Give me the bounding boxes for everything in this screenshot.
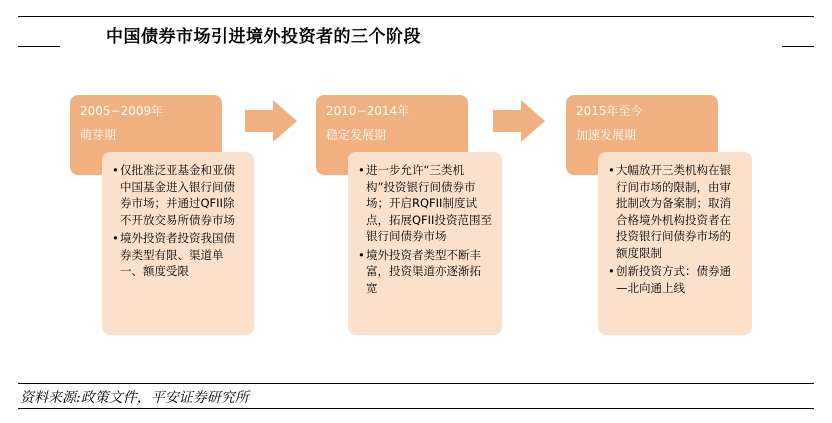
source-rule-bottom — [18, 408, 814, 409]
stage-1-bullet-2-text: 境外投资者投资我国债券类型有限、渠道单一、额度受限 — [120, 231, 235, 278]
stage-3-bullet-2 — [608, 263, 742, 296]
stage-3-period: 2015年至今 — [576, 104, 643, 118]
stage-2-name: 稳定发展期 — [326, 128, 387, 142]
title-rule-left — [18, 46, 60, 47]
stage-3-body — [598, 152, 752, 335]
stage-1-bullet-1-text: 仅批准泛亚基金和亚债中国基金进入银行间债券市场；并通过QFII除不开放交易所债券市场 — [120, 163, 235, 227]
stage-2-bullet-2-text: 境外投资者类型不断丰富，投资渠道亦逐渐拓宽 — [366, 247, 481, 295]
bullet-dot-icon: • — [112, 231, 119, 245]
stage-3-bullet-1-text: 大幅放开三类机构在银行间市场的限制，由审批制改为备案制；取消合格境外机构投资者在投资银行间债券市场的额度限制 — [616, 163, 731, 260]
stage-2-bullet-1-text: 进一步允许“三类机构”投资银行间债券市场；开启RQFII制度试点，拓展QFII投资范围至银行间债券市场 — [366, 163, 492, 243]
source-rule-top — [18, 383, 814, 384]
stage-1-body — [102, 152, 254, 335]
bullet-dot-icon: • — [358, 163, 365, 177]
stage-2-period: 2010−2014年 — [326, 104, 410, 118]
stage-1-bullet-2 — [112, 230, 244, 280]
stage-3-bullet-2-text: 创新投资方式：债券通—北向通上线 — [616, 264, 731, 295]
arrow-right-icon — [245, 100, 297, 142]
stage-3-bullet-1 — [608, 162, 742, 261]
arrow-right-icon — [493, 100, 545, 142]
bullet-dot-icon: • — [608, 163, 615, 177]
source-note: 资料来源:政策文件，平安证券研究所 — [20, 390, 249, 406]
stage-2-body — [348, 152, 502, 335]
stage-1-name: 萌芽期 — [80, 128, 117, 142]
stage-1-bullet-1 — [112, 162, 244, 228]
diagram-title: 中国债券市场引进境外投资者的三个阶段 — [106, 27, 421, 47]
stage-2-bullet-2 — [358, 247, 492, 297]
stage-1-period: 2005−2009年 — [80, 104, 164, 118]
stage-2-bullet-1 — [358, 162, 492, 245]
stage-3-name: 加速发展期 — [576, 128, 637, 142]
bullet-dot-icon: • — [608, 264, 615, 278]
top-rule — [18, 16, 814, 17]
bullet-dot-icon: • — [112, 163, 119, 177]
title-rule-right — [782, 46, 814, 47]
bullet-dot-icon: • — [358, 247, 365, 262]
